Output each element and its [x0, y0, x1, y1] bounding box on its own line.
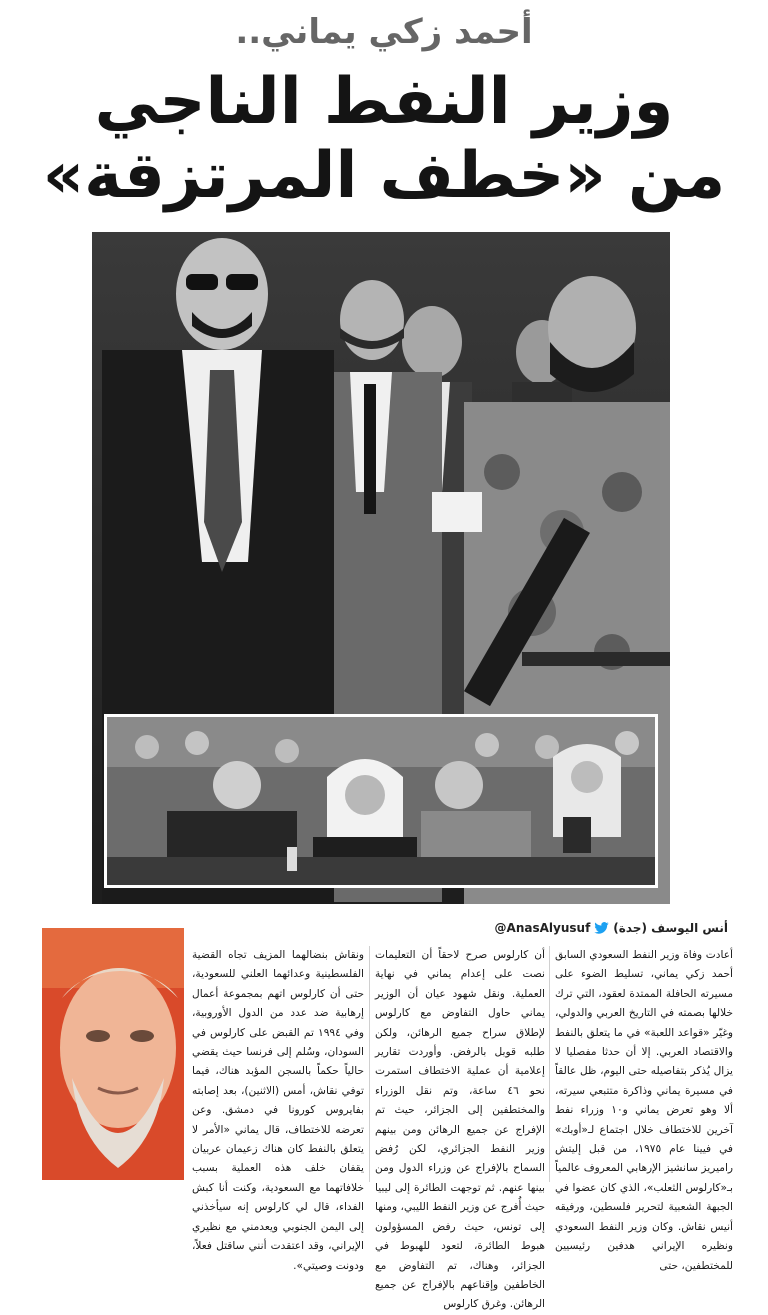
author-name: أنس اليوسف (جدة) — [613, 921, 728, 935]
twitter-bird-icon — [594, 922, 609, 934]
headline-line-2: من «خطف المرتزقة» — [42, 139, 726, 213]
article-column-1: أعادت وفاة وزير النفط السعودي السابق أحمد زكي يماني، تسليط الضوء على مسيرته الحافلة الممتدة لعقود، التي ترك خلالها بصمته في التاريخ العربي والدولي، وغيّر «قواعد اللعبة» في ما يتعلق بالنفط والاقتصاد العربي. إلا أن حدثا مفصليا لا يزال يُذكر بتفاصيله حتى اليوم، ظل عالقاً في مسيرة يماني وذاكرة متتبعي سيرته، ألا وهو تعرض يماني و١٠ وزراء نفط آخرين للاختطاف خلال اجتماع لـ«أوبك» في فيينا عام ١٩٧٥، من قبل إليتش راميريز سانشيز الإرهابي المعروف عالمياً بـ«كارلوس الثعلب»، الذي كان عضوا في الجبهة الشعبية لتحرير فلسطين، ورفيقه أنيس نقاش. وكان وزير النفط السعودي ونظيره الإيراني هدفين رئيسيين للمختطفين، حتى — [555, 949, 734, 1272]
twitter-handle[interactable]: @AnasAlyusuf — [494, 921, 591, 935]
article-column-3: ونقاش بنضالهما المزيف تجاه القضية الفلسطينية وعدائهما العلني للسعودية، حتى أن كارلوس اتهم بمجموعة أعمال إرهابية ضد عدد من الدول الأوروبية، وفي ١٩٩٤ تم القبض على كارلوس في السودان، وسُلم إلى فرنسا حيث يقضي حالياً حكماً بالسجن المؤبد هناك، فيما توفي نقاش، أمس (الاثنين)، بعد إصابته بفايروس كورونا في دمشق. وعن تعرضه للاختطاف، قال يماني «الأمر لا يتعلق بالنفط كان هناك زعيمان عربيان يقفان خلف هذه العملية بسبب خلافاتهما مع السعودية، وكنت أنا كبش الفداء، قال لي كارلوس إنه سيأخذني إلى اليمن الجنوبي ويعدمني مع نظيري الإيراني، وقد اعتقدت أنني ساقتل فعلاً، ودونت وصيتي». — [192, 949, 364, 1272]
kicker: أحمد زكي يماني.. — [235, 12, 533, 52]
author-portrait-illustration — [42, 928, 184, 1180]
byline — [495, 918, 728, 938]
column-divider — [549, 946, 550, 1182]
headline-line-1: وزير النفط الناجي — [94, 65, 674, 139]
author-photo — [42, 928, 184, 1180]
article-header — [0, 0, 768, 228]
inset-photo — [104, 714, 658, 888]
article-column-2: أن كارلوس صرح لاحقاً أن التعليمات نصت على إعدام يماني في نهاية العملية. ونقل شهود عيان أن الوزير يماني حاول التفاوض مع كارلوس لإطلاق سراح جميع الرهائن، ولكن طلبه قوبل بالرفض. وأوردت تقارير إعلامية أن عملية الاختطاف استمرت نحو ٤٦ ساعة، وتم نقل الوزراء والمختطفين إلى الجزائر، حيث تم الإفراج عن جميع الرهائن ومن بينهم وزير النفط الجزائري، لكن رُفض السماح بالإفراج عن وزراء الدول ومن بينها عنهم. ثم توجهت الطائرة إلى ليبيا حيث أُفرج عن وزير النفط الليبي، ومنها إلى تونس، حيث رفض المسؤولون هبوط الطائرة، لتعود للهبوط في الجزائر، وهناك، تم التفاوض مع الخاطفين وإقناعهم بالإفراج عن جميع الرهائن. وغرق كارلوس — [375, 949, 545, 1311]
inset-photo-illustration — [107, 717, 655, 885]
column-divider — [369, 946, 370, 1182]
